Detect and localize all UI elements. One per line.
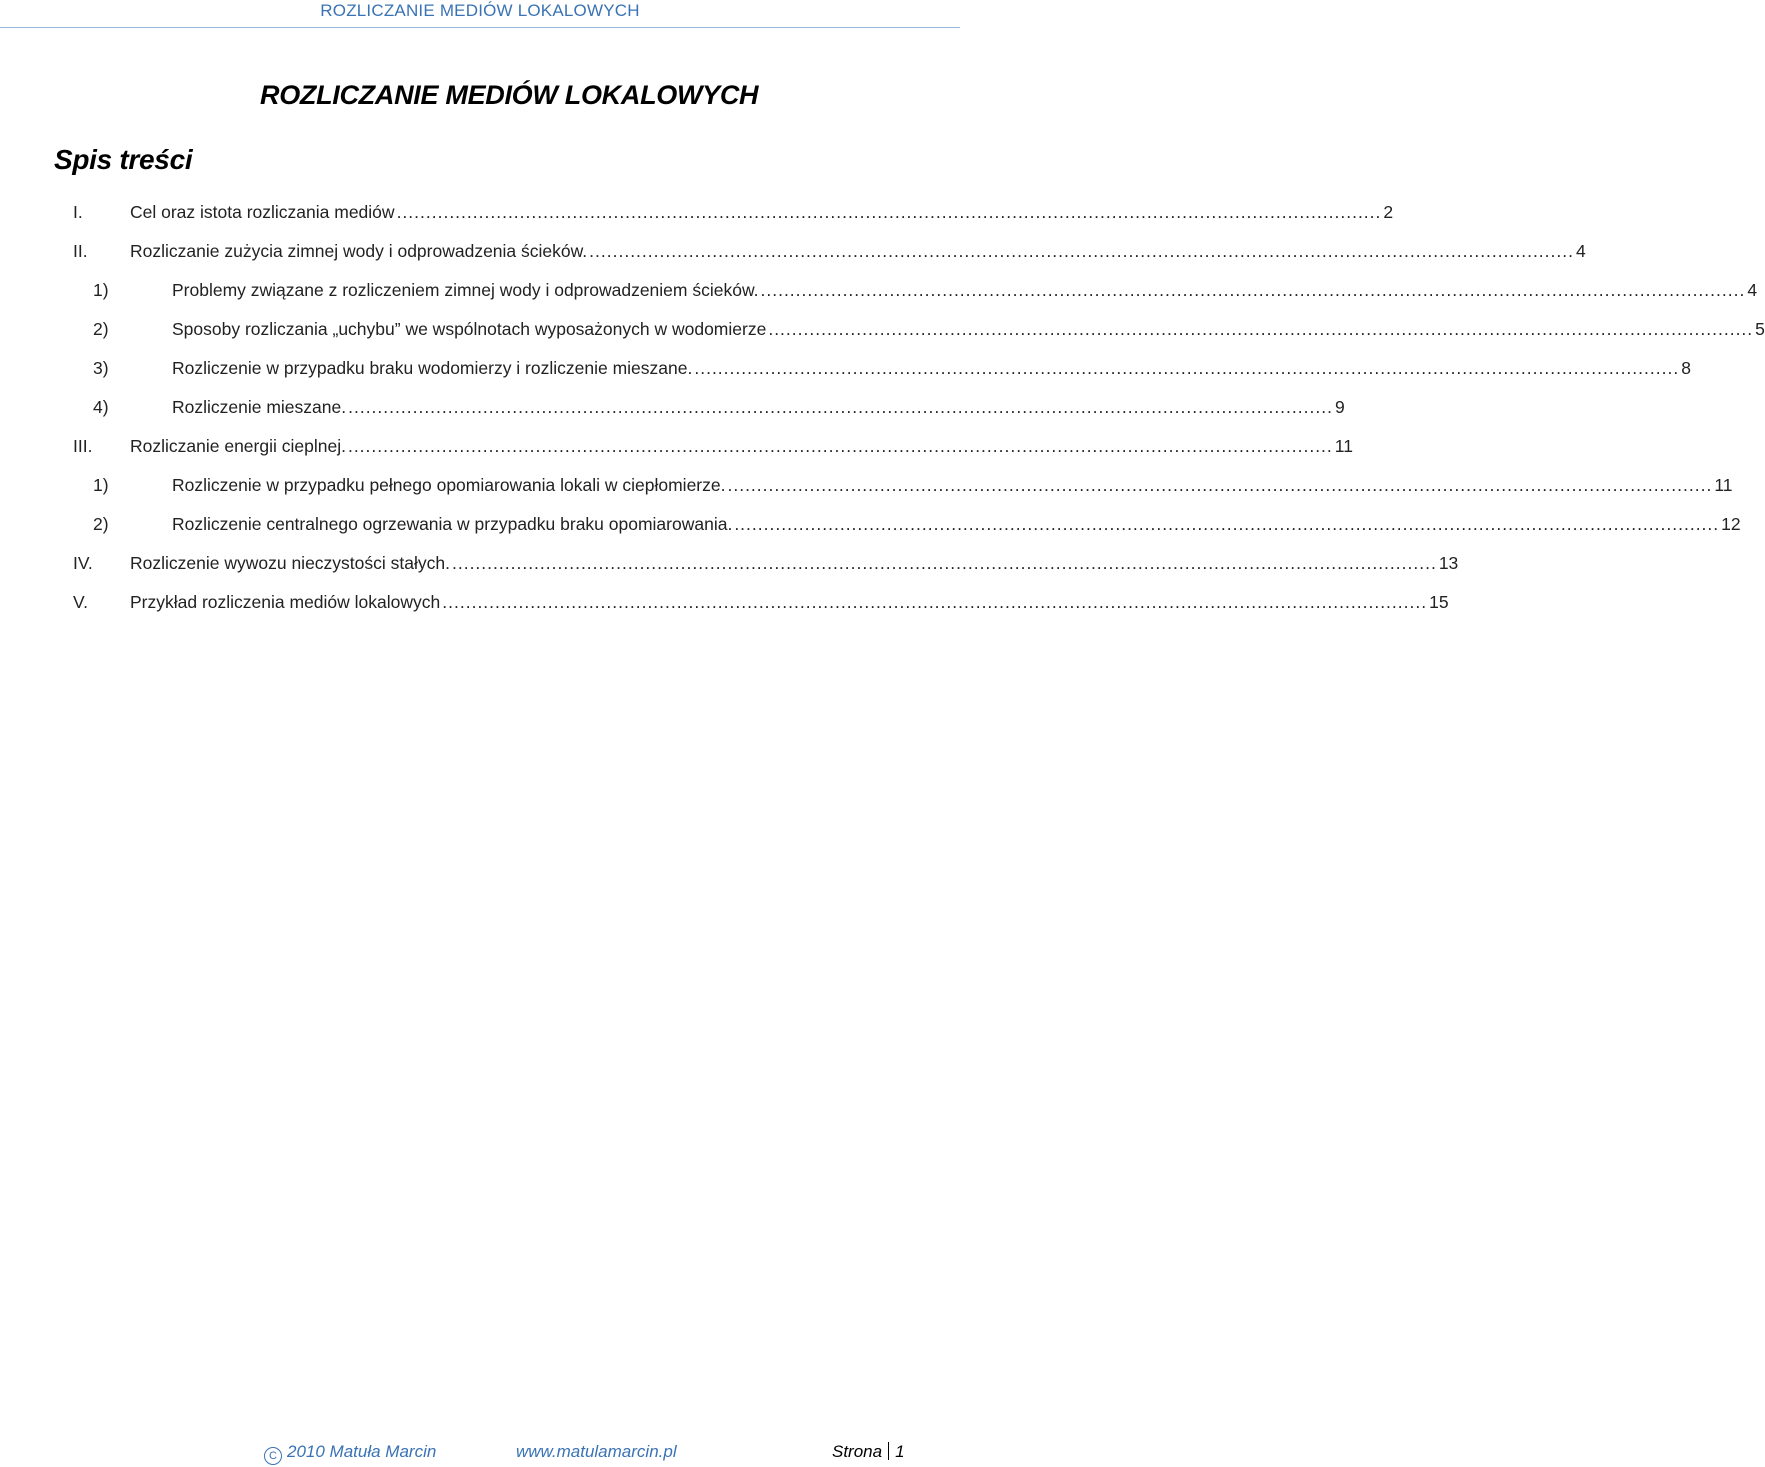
toc-entry-title: Problemy związane z rozliczeniem zimnej wody i odprowadzeniem ścieków. bbox=[172, 280, 759, 300]
copyright-icon: C bbox=[264, 1447, 282, 1465]
toc-entry-subsection-2-3[interactable] bbox=[0, 353, 1691, 383]
dot-leader: ........................................................................................................................................................................ bbox=[727, 475, 1713, 495]
toc-entry-title: Rozliczenie w przypadku braku wodomierzy i rozliczenie mieszane. bbox=[172, 358, 693, 378]
toc-entry-number: IV. bbox=[73, 553, 93, 573]
toc-entry-number: 2) bbox=[93, 514, 109, 534]
dot-leader: ........................................................................................................................................................................ bbox=[442, 592, 1428, 612]
toc-entry-number: III. bbox=[73, 436, 93, 456]
toc-entry-number: V. bbox=[73, 592, 88, 612]
toc-entry-page: 11 bbox=[1334, 436, 1353, 456]
dot-leader: ........................................................................................................................................................................ bbox=[348, 397, 1333, 417]
dot-leader: ........................................................................................................................................................................ bbox=[694, 358, 1680, 378]
dot-leader: ........................................................................................................................................................................ bbox=[589, 241, 1574, 261]
toc-entry-page: 8 bbox=[1681, 358, 1691, 378]
toc-entry-title: Rozliczenie w przypadku pełnego opomiarowania lokali w ciepłomierze. bbox=[172, 475, 726, 495]
toc-entry-subsection-2-2[interactable] bbox=[0, 314, 1765, 344]
header-rule bbox=[0, 27, 960, 28]
dot-leader: ........................................................................................................................................................................ bbox=[451, 553, 1437, 573]
toc-entry-page: 13 bbox=[1438, 553, 1459, 573]
toc-entry-section-2[interactable] bbox=[0, 236, 1586, 266]
running-header bbox=[0, 0, 960, 30]
toc-entry-number: 2) bbox=[93, 319, 109, 339]
toc-entry-title: Rozliczenie mieszane. bbox=[172, 397, 347, 417]
footer-page-info bbox=[832, 1442, 905, 1462]
toc-entry-number: 1) bbox=[93, 280, 109, 300]
running-header-title: ROZLICZANIE MEDIÓW LOKALOWYCH bbox=[320, 1, 640, 20]
dot-leader: ........................................................................................................................................................................ bbox=[347, 436, 1333, 456]
toc-entry-number: II. bbox=[73, 241, 88, 261]
toc-entry-title: Rozliczenie centralnego ogrzewania w przypadku braku opomiarowania. bbox=[172, 514, 733, 534]
toc-entry-title: Sposoby rozliczania „uchybu” we wspólnotach wyposażonych w wodomierze bbox=[172, 319, 767, 339]
toc-entry-title: Cel oraz istota rozliczania mediów bbox=[130, 202, 395, 222]
toc-entry-number: I. bbox=[73, 202, 83, 222]
footer-page-number: 1 bbox=[895, 1442, 905, 1461]
footer-copyright bbox=[264, 1442, 436, 1465]
toc-entry-section-1[interactable] bbox=[0, 197, 1394, 227]
toc-entry-number: 4) bbox=[93, 397, 109, 417]
toc-entry-page: 2 bbox=[1383, 202, 1394, 222]
document-title: ROZLICZANIE MEDIÓW LOKALOWYCH bbox=[260, 80, 759, 110]
footer-copyright-text: 2010 Matuła Marcin bbox=[287, 1442, 437, 1461]
toc-entry-page: 15 bbox=[1429, 592, 1449, 612]
toc-entry-page: 12 bbox=[1721, 514, 1741, 534]
footer-separator bbox=[888, 1442, 889, 1460]
toc-entry-title: Rozliczanie zużycia zimnej wody i odprowadzenia ścieków. bbox=[130, 241, 588, 261]
toc-entry-page: 5 bbox=[1755, 319, 1765, 339]
toc-entry-title: Przykład rozliczenia mediów lokalowych bbox=[130, 592, 441, 612]
dot-leader: ........................................................................................................................................................................ bbox=[768, 319, 1754, 339]
toc-entry-title: Rozliczanie energii cieplnej. bbox=[130, 436, 346, 456]
toc-entry-subsection-3-1[interactable] bbox=[0, 470, 1733, 500]
toc-entry-number: 3) bbox=[93, 358, 109, 378]
dot-leader: ........................................................................................................................................................................ bbox=[396, 202, 1382, 222]
toc-entry-page: 9 bbox=[1334, 397, 1345, 417]
toc-entry-subsection-2-4[interactable] bbox=[0, 392, 1345, 422]
footer-page-label: Strona bbox=[832, 1442, 883, 1461]
toc-entry-section-3[interactable] bbox=[0, 431, 1353, 461]
toc-entry-title: Rozliczenie wywozu nieczystości stałych. bbox=[130, 553, 450, 573]
dot-leader: ........................................................................................................................................................................ bbox=[760, 280, 1746, 300]
toc-entry-number: 1) bbox=[93, 475, 109, 495]
toc-entry-subsection-2-1[interactable] bbox=[0, 275, 1758, 305]
toc-entry-page: 4 bbox=[1747, 280, 1758, 300]
toc-entry-section-5[interactable] bbox=[0, 587, 1449, 617]
toc-entry-page: 4 bbox=[1575, 241, 1586, 261]
toc-heading: Spis treści bbox=[54, 144, 193, 175]
toc-entry-subsection-3-2[interactable] bbox=[0, 509, 1741, 539]
footer-website-link[interactable]: www.matulamarcin.pl bbox=[516, 1442, 677, 1461]
toc-entry-section-4[interactable] bbox=[0, 548, 1459, 578]
dot-leader: ........................................................................................................................................................................ bbox=[734, 514, 1720, 534]
page-footer bbox=[0, 1435, 960, 1465]
toc-entry-page: 11 bbox=[1714, 475, 1733, 495]
